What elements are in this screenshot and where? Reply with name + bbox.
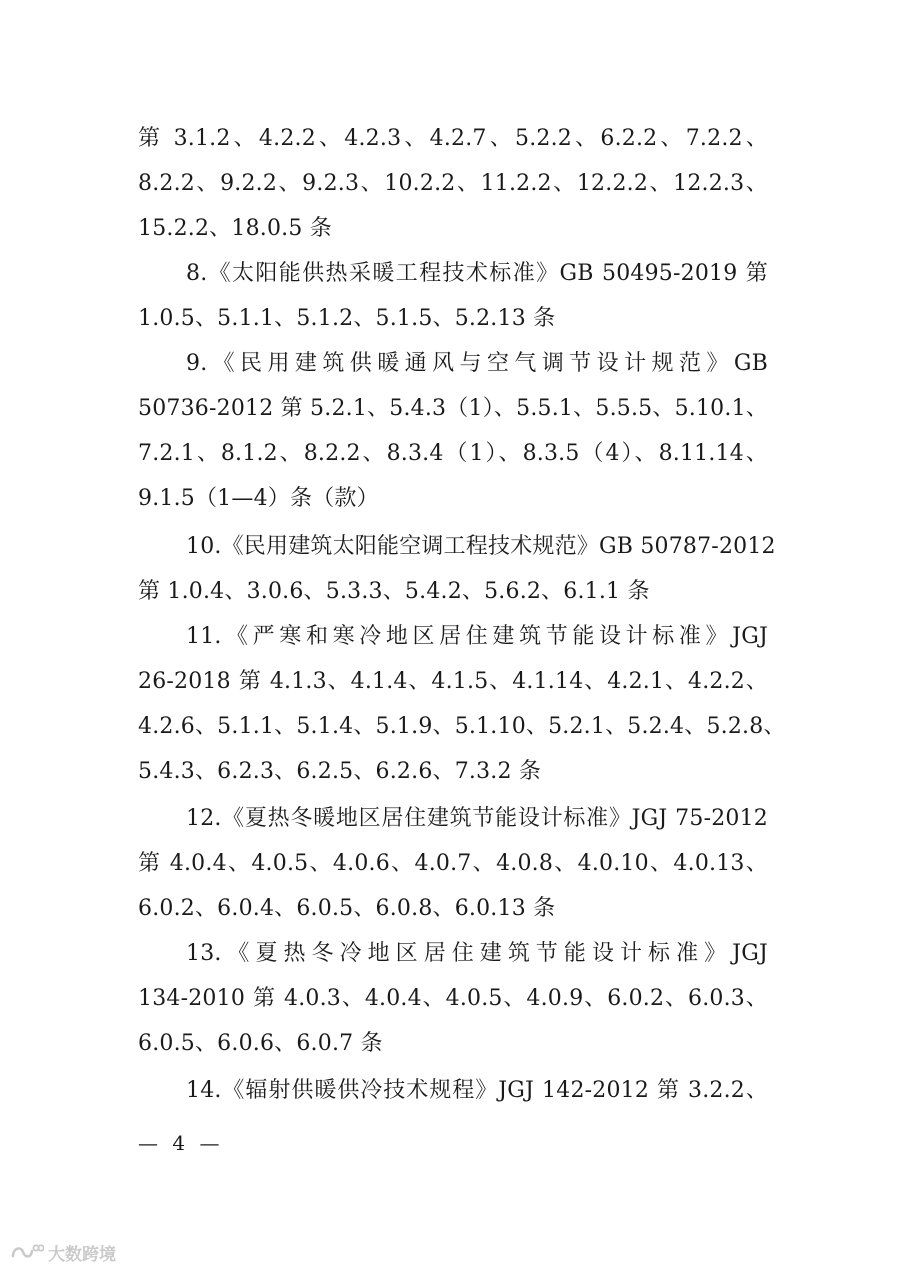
watermark-text: 大数跨境 — [48, 1244, 116, 1265]
text-line: 14.《辐射供暖供冷技术规程》JGJ 142-2012 第 3.2.2、 — [186, 1078, 768, 1103]
text-line: 7.2.1、8.1.2、8.2.2、8.3.4（1）、8.3.5（4）、8.11.14、 — [138, 441, 768, 466]
brand-logo-icon — [10, 1242, 44, 1262]
text-line: 10.《民用建筑太阳能空调工程技术规范》GB 50787-2012 — [186, 534, 776, 559]
text-line: 13.《夏热冬冷地区居住建筑节能设计标准》JGJ — [186, 941, 768, 966]
text-line: 9.《民用建筑供暖通风与空气调节设计规范》GB — [186, 351, 768, 376]
text-line: 第 1.0.4、3.0.6、5.3.3、5.4.2、5.6.2、6.1.1 条 — [138, 579, 650, 604]
text-line: 8.《太阳能供热采暖工程技术标准》GB 50495-2019 第 — [186, 261, 768, 286]
text-line: 1.0.5、5.1.1、5.1.2、5.1.5、5.2.13 条 — [138, 306, 556, 331]
text-line: 第 4.0.4、4.0.5、4.0.6、4.0.7、4.0.8、4.0.10、4.0.13、 — [138, 851, 768, 876]
page-number: — 4 — — [138, 1131, 224, 1155]
text-line: 第 3.1.2、4.2.2、4.2.3、4.2.7、5.2.2、6.2.2、7.2.2、 — [138, 126, 768, 151]
text-line: 134-2010 第 4.0.3、4.0.4、4.0.5、4.0.9、6.0.2、6.0.3、 — [138, 986, 768, 1011]
text-line: 26-2018 第 4.1.3、4.1.4、4.1.5、4.1.14、4.2.1、4.2.2、 — [138, 669, 768, 694]
text-line: 5.4.3、6.2.3、6.2.5、6.2.6、7.3.2 条 — [138, 759, 542, 784]
text-line: 6.0.5、6.0.6、6.0.7 条 — [138, 1031, 383, 1056]
watermark — [10, 1240, 116, 1264]
text-line: 9.1.5（1—4）条（款） — [138, 486, 379, 511]
text-line: 6.0.2、6.0.4、6.0.5、6.0.8、6.0.13 条 — [138, 896, 556, 921]
text-line: 8.2.2、9.2.2、9.2.3、10.2.2、11.2.2、12.2.2、12.2.3、 — [138, 171, 768, 196]
text-line: 12.《夏热冬暖地区居住建筑节能设计标准》JGJ 75-2012 — [186, 806, 768, 831]
text-line: 50736-2012 第 5.2.1、5.4.3（1）、5.5.1、5.5.5、5.10.1、 — [138, 396, 768, 421]
text-line: 15.2.2、18.0.5 条 — [138, 216, 332, 241]
text-line: 4.2.6、5.1.1、5.1.4、5.1.9、5.1.10、5.2.1、5.2.4、5.2.8、 — [138, 714, 786, 739]
text-line: 11.《严寒和寒冷地区居住建筑节能设计标准》JGJ — [186, 624, 768, 649]
